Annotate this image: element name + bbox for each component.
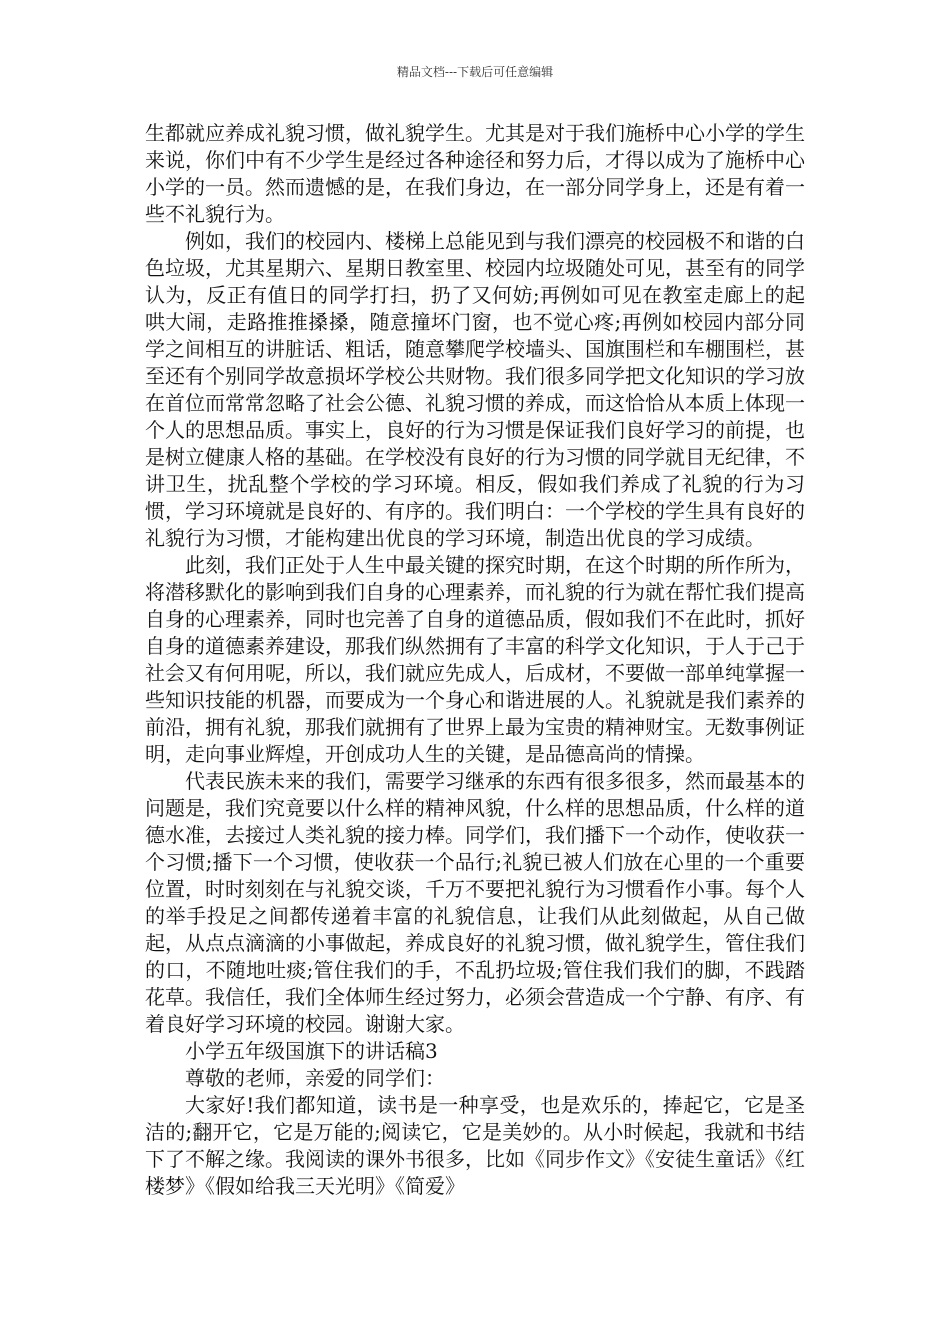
paragraph-examples: 例如，我们的校园内、楼梯上总能见到与我们漂亮的校园极不和谐的白色垃圾，尤其星期六、星期日教室里、校园内垃圾随处可见，甚至有的同学认为，反正有值日的同学打扫，扔了又何妨;再例如可见在教室走廊上的起哄大闹，走路推推搡搡，随意撞坏门窗，也不觉心疼;再例如校园内部分同学之间相互的讲脏话、粗话，随意攀爬学校墙头、国旗围栏和车棚围栏，甚至还有个别同学故意损坏学校公共财物。我们很多同学把文化知识的学习放在首位而常常忽略了社会公德、礼貌习惯的养成，而这恰恰从本质上体现一个人的思想品质。事实上，良好的行为习惯是保证我们良好学习的前提，也是树立健康人格的基础。在学校没有良好的行为习惯的同学就目无纪律，不讲卫生，扰乱整个学校的学习环境。相反，假如我们养成了礼貌的行为习惯，学习环境就是良好的、有序的。我们明白：一个学校的学生具有良好的礼貌行为习惯，才能构建出优良的学习环境，制造出优良的学习成绩。: [145, 229, 805, 550]
paragraph-reading: 大家好!我们都知道，读书是一种享受，也是欢乐的，捧起它，它是圣洁的;翻开它，它是万能的;阅读它，它是美妙的。从小时候起，我就和书结下了不解之缘。我阅读的课外书很多，比如《同步作文》《安徒生童话》《红楼梦》《假如给我三天光明》《简爱》: [145, 1093, 805, 1198]
paragraph-continuation: 生都就应养成礼貌习惯，做礼貌学生。尤其是对于我们施桥中心小学的学生来说，你们中有不少学生是经过各种途径和努力后，才得以成为了施桥中心小学的一员。然而遗憾的是，在我们身边，在一部分同学身上，还是有着一些不礼貌行为。: [145, 121, 805, 226]
page-header: 精品文档---下载后可任意编辑: [396, 65, 554, 79]
speech-greeting: 尊敬的老师，亲爱的同学们：: [185, 1066, 445, 1090]
document-body: [145, 120, 805, 1200]
paragraph-current-period: 此刻，我们正处于人生中最关键的探究时期，在这个时期的所作所为，将潜移默化的影响到我们自身的心理素养，而礼貌的行为就在帮忙我们提高自身的心理素养，同时也完善了自身的道德品质，假如我们不在此时，抓好自身的道德素养建设，那我们纵然拥有了丰富的科学文化知识，于人于己于社会又有何用呢，所以，我们就应先成人，后成材，不要做一部单纯掌握一些知识技能的机器，而要成为一个身心和谐进展的人。礼貌就是我们素养的前沿，拥有礼貌，那我们就拥有了世界上最为宝贵的精神财宝。无数事例证明，走向事业辉煌，开创成功人生的关键，是品德高尚的情操。: [145, 553, 805, 766]
speech-title: 小学五年级国旗下的讲话稿3: [185, 1039, 438, 1063]
paragraph-future: 代表民族未来的我们，需要学习继承的东西有很多很多，然而最基本的问题是，我们究竟要以什么样的精神风貌，什么样的思想品质，什么样的道德水准，去接过人类礼貌的接力棒。同学们，我们播下一个动作，使收获一个习惯;播下一个习惯，使收获一个品行;礼貌已被人们放在心里的一个重要位置，时时刻刻在与礼貌交谈，千万不要把礼貌行为习惯看作小事。每个人的举手投足之间都传递着丰富的礼貌信息，让我们从此刻做起，从自己做起，从点点滴滴的小事做起，养成良好的礼貌习惯，做礼貌学生，管住我们的口，不随地吐痰;管住我们的手，不乱扔垃圾;管住我们我们的脚，不践踏花草。我信任，我们全体师生经过努力，必须会营造成一个宁静、有序、有着良好学习环境的校园。谢谢大家。: [145, 769, 805, 1036]
